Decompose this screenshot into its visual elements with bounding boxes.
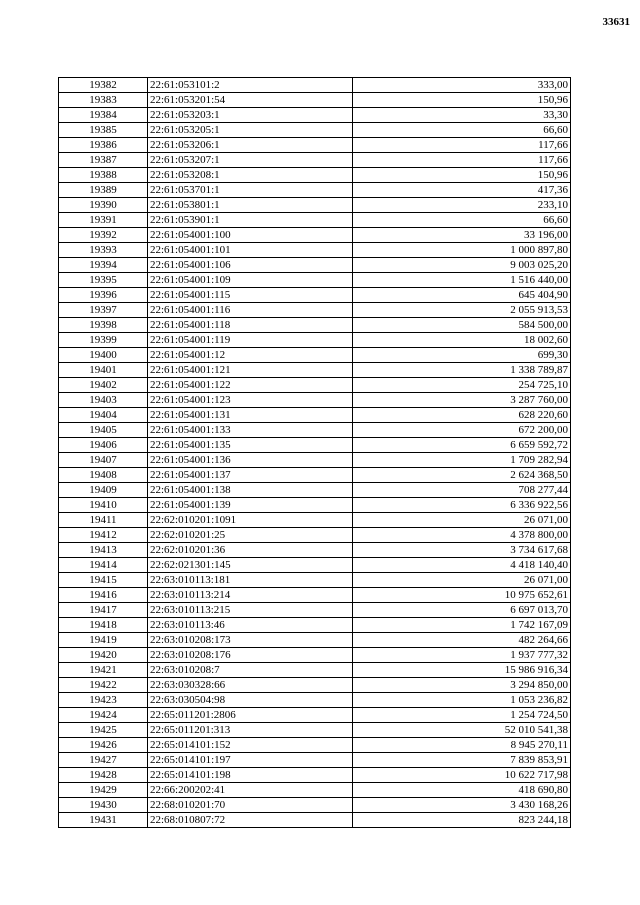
cadastral-number-cell: 22:61:054001:12 (148, 348, 353, 363)
row-number-cell: 19399 (59, 333, 148, 348)
row-number-cell: 19386 (59, 138, 148, 153)
table-row (59, 318, 571, 333)
table-row (59, 513, 571, 528)
value-cell: 1 516 440,00 (353, 273, 571, 288)
table-row (59, 183, 571, 198)
cadastral-number-cell: 22:61:054001:122 (148, 378, 353, 393)
row-number-cell: 19384 (59, 108, 148, 123)
cadastral-number-cell: 22:61:054001:138 (148, 483, 353, 498)
value-cell: 672 200,00 (353, 423, 571, 438)
value-cell: 1 937 777,32 (353, 648, 571, 663)
row-number-cell: 19403 (59, 393, 148, 408)
cadastral-number-cell: 22:68:010807:72 (148, 813, 353, 828)
cadastral-number-cell: 22:61:054001:100 (148, 228, 353, 243)
table-row (59, 168, 571, 183)
table-row (59, 138, 571, 153)
cadastral-number-cell: 22:61:053801:1 (148, 198, 353, 213)
value-cell: 417,36 (353, 183, 571, 198)
cadastral-number-cell: 22:61:054001:116 (148, 303, 353, 318)
row-number-cell: 19429 (59, 783, 148, 798)
cadastral-number-cell: 22:61:054001:118 (148, 318, 353, 333)
value-cell: 150,96 (353, 168, 571, 183)
row-number-cell: 19407 (59, 453, 148, 468)
row-number-cell: 19397 (59, 303, 148, 318)
table-row (59, 678, 571, 693)
value-cell: 584 500,00 (353, 318, 571, 333)
cadastral-number-cell: 22:61:054001:119 (148, 333, 353, 348)
value-cell: 645 404,90 (353, 288, 571, 303)
value-cell: 10 975 652,61 (353, 588, 571, 603)
table-row (59, 633, 571, 648)
row-number-cell: 19424 (59, 708, 148, 723)
cadastral-number-cell: 22:65:014101:152 (148, 738, 353, 753)
cadastral-number-cell: 22:61:053206:1 (148, 138, 353, 153)
row-number-cell: 19396 (59, 288, 148, 303)
cadastral-number-cell: 22:63:010113:214 (148, 588, 353, 603)
value-cell: 66,60 (353, 213, 571, 228)
cadastral-number-cell: 22:65:014101:197 (148, 753, 353, 768)
value-cell: 150,96 (353, 93, 571, 108)
cadastral-number-cell: 22:61:053205:1 (148, 123, 353, 138)
table-row (59, 438, 571, 453)
row-number-cell: 19409 (59, 483, 148, 498)
table-row (59, 468, 571, 483)
table-row (59, 453, 571, 468)
table-row (59, 273, 571, 288)
table-row (59, 618, 571, 633)
value-cell: 482 264,66 (353, 633, 571, 648)
table-row (59, 573, 571, 588)
row-number-cell: 19430 (59, 798, 148, 813)
value-cell: 4 378 800,00 (353, 528, 571, 543)
row-number-cell: 19401 (59, 363, 148, 378)
row-number-cell: 19420 (59, 648, 148, 663)
table-row (59, 498, 571, 513)
row-number-cell: 19411 (59, 513, 148, 528)
cadastral-number-cell: 22:62:010201:36 (148, 543, 353, 558)
value-cell: 418 690,80 (353, 783, 571, 798)
value-cell: 52 010 541,38 (353, 723, 571, 738)
table-row (59, 123, 571, 138)
row-number-cell: 19393 (59, 243, 148, 258)
table-row (59, 108, 571, 123)
table-row (59, 798, 571, 813)
cadastral-number-cell: 22:61:054001:137 (148, 468, 353, 483)
table-row (59, 363, 571, 378)
value-cell: 1 053 236,82 (353, 693, 571, 708)
table-row (59, 693, 571, 708)
cadastral-number-cell: 22:61:053901:1 (148, 213, 353, 228)
cadastral-number-cell: 22:61:054001:131 (148, 408, 353, 423)
row-number-cell: 19417 (59, 603, 148, 618)
cadastral-number-cell: 22:62:021301:145 (148, 558, 353, 573)
page-number: 33631 (602, 16, 630, 28)
table-row (59, 423, 571, 438)
cadastral-number-cell: 22:61:054001:139 (148, 498, 353, 513)
row-number-cell: 19431 (59, 813, 148, 828)
cadastral-number-cell: 22:61:053207:1 (148, 153, 353, 168)
row-number-cell: 19426 (59, 738, 148, 753)
cadastral-number-cell: 22:61:054001:101 (148, 243, 353, 258)
cadastral-number-cell: 22:61:053201:54 (148, 93, 353, 108)
cadastral-number-cell: 22:61:054001:123 (148, 393, 353, 408)
cadastral-number-cell: 22:66:200202:41 (148, 783, 353, 798)
table-row (59, 303, 571, 318)
table-row (59, 288, 571, 303)
table-row (59, 333, 571, 348)
value-cell: 6 659 592,72 (353, 438, 571, 453)
cadastral-number-cell: 22:63:010113:181 (148, 573, 353, 588)
table-row (59, 213, 571, 228)
value-cell: 254 725,10 (353, 378, 571, 393)
cadastral-number-cell: 22:61:054001:106 (148, 258, 353, 273)
row-number-cell: 19387 (59, 153, 148, 168)
row-number-cell: 19415 (59, 573, 148, 588)
row-number-cell: 19412 (59, 528, 148, 543)
cadastral-number-cell: 22:61:054001:135 (148, 438, 353, 453)
row-number-cell: 19421 (59, 663, 148, 678)
row-number-cell: 19395 (59, 273, 148, 288)
value-cell: 1 742 167,09 (353, 618, 571, 633)
cadastral-number-cell: 22:63:030328:66 (148, 678, 353, 693)
value-cell: 18 002,60 (353, 333, 571, 348)
table-row (59, 603, 571, 618)
row-number-cell: 19394 (59, 258, 148, 273)
row-number-cell: 19388 (59, 168, 148, 183)
cadastral-number-cell: 22:65:011201:2806 (148, 708, 353, 723)
row-number-cell: 19385 (59, 123, 148, 138)
table-row (59, 588, 571, 603)
cadastral-number-cell: 22:61:054001:136 (148, 453, 353, 468)
row-number-cell: 19382 (59, 78, 148, 93)
cadastral-number-cell: 22:65:014101:198 (148, 768, 353, 783)
value-cell: 6 697 013,70 (353, 603, 571, 618)
row-number-cell: 19398 (59, 318, 148, 333)
value-cell: 333,00 (353, 78, 571, 93)
table-row (59, 348, 571, 363)
value-cell: 9 003 025,20 (353, 258, 571, 273)
table-row (59, 648, 571, 663)
value-cell: 33 196,00 (353, 228, 571, 243)
row-number-cell: 19400 (59, 348, 148, 363)
table-row (59, 408, 571, 423)
cadastral-number-cell: 22:61:053101:2 (148, 78, 353, 93)
row-number-cell: 19391 (59, 213, 148, 228)
table-row (59, 78, 571, 93)
row-number-cell: 19410 (59, 498, 148, 513)
value-cell: 628 220,60 (353, 408, 571, 423)
registry-table (58, 77, 571, 828)
cadastral-number-cell: 22:63:010208:176 (148, 648, 353, 663)
row-number-cell: 19428 (59, 768, 148, 783)
table-row (59, 753, 571, 768)
row-number-cell: 19389 (59, 183, 148, 198)
value-cell: 6 336 922,56 (353, 498, 571, 513)
table-row (59, 783, 571, 798)
row-number-cell: 19425 (59, 723, 148, 738)
row-number-cell: 19423 (59, 693, 148, 708)
table-row (59, 708, 571, 723)
row-number-cell: 19413 (59, 543, 148, 558)
value-cell: 26 071,00 (353, 513, 571, 528)
value-cell: 233,10 (353, 198, 571, 213)
cadastral-number-cell: 22:61:054001:121 (148, 363, 353, 378)
cadastral-number-cell: 22:63:010208:173 (148, 633, 353, 648)
value-cell: 3 430 168,26 (353, 798, 571, 813)
cadastral-number-cell: 22:63:010113:46 (148, 618, 353, 633)
value-cell: 15 986 916,34 (353, 663, 571, 678)
value-cell: 3 294 850,00 (353, 678, 571, 693)
value-cell: 26 071,00 (353, 573, 571, 588)
cadastral-number-cell: 22:61:054001:133 (148, 423, 353, 438)
cadastral-number-cell: 22:61:053208:1 (148, 168, 353, 183)
row-number-cell: 19405 (59, 423, 148, 438)
table-row (59, 153, 571, 168)
row-number-cell: 19408 (59, 468, 148, 483)
cadastral-number-cell: 22:61:053701:1 (148, 183, 353, 198)
table-row (59, 378, 571, 393)
value-cell: 1 709 282,94 (353, 453, 571, 468)
table-row (59, 543, 571, 558)
row-number-cell: 19406 (59, 438, 148, 453)
value-cell: 3 734 617,68 (353, 543, 571, 558)
value-cell: 2 055 913,53 (353, 303, 571, 318)
row-number-cell: 19402 (59, 378, 148, 393)
table-row (59, 483, 571, 498)
value-cell: 117,66 (353, 153, 571, 168)
row-number-cell: 19419 (59, 633, 148, 648)
cadastral-number-cell: 22:62:010201:1091 (148, 513, 353, 528)
value-cell: 1 000 897,80 (353, 243, 571, 258)
value-cell: 10 622 717,98 (353, 768, 571, 783)
registry-table-body (59, 78, 571, 828)
cadastral-number-cell: 22:63:010113:215 (148, 603, 353, 618)
row-number-cell: 19422 (59, 678, 148, 693)
cadastral-number-cell: 22:65:011201:313 (148, 723, 353, 738)
table-row (59, 198, 571, 213)
value-cell: 2 624 368,50 (353, 468, 571, 483)
table-row (59, 723, 571, 738)
table-row (59, 243, 571, 258)
table-row (59, 393, 571, 408)
row-number-cell: 19414 (59, 558, 148, 573)
table-row (59, 558, 571, 573)
value-cell: 3 287 760,00 (353, 393, 571, 408)
value-cell: 699,30 (353, 348, 571, 363)
cadastral-number-cell: 22:68:010201:70 (148, 798, 353, 813)
table-row (59, 768, 571, 783)
value-cell: 823 244,18 (353, 813, 571, 828)
cadastral-number-cell: 22:63:010208:7 (148, 663, 353, 678)
row-number-cell: 19427 (59, 753, 148, 768)
table-row (59, 738, 571, 753)
cadastral-number-cell: 22:61:054001:109 (148, 273, 353, 288)
cadastral-number-cell: 22:63:030504:98 (148, 693, 353, 708)
row-number-cell: 19416 (59, 588, 148, 603)
row-number-cell: 19390 (59, 198, 148, 213)
table-row (59, 528, 571, 543)
cadastral-number-cell: 22:62:010201:25 (148, 528, 353, 543)
table-row (59, 258, 571, 273)
value-cell: 4 418 140,40 (353, 558, 571, 573)
value-cell: 708 277,44 (353, 483, 571, 498)
table-row (59, 93, 571, 108)
table-row (59, 228, 571, 243)
table-row (59, 813, 571, 828)
value-cell: 1 254 724,50 (353, 708, 571, 723)
row-number-cell: 19392 (59, 228, 148, 243)
value-cell: 8 945 270,11 (353, 738, 571, 753)
row-number-cell: 19404 (59, 408, 148, 423)
value-cell: 7 839 853,91 (353, 753, 571, 768)
value-cell: 66,60 (353, 123, 571, 138)
value-cell: 33,30 (353, 108, 571, 123)
cadastral-number-cell: 22:61:054001:115 (148, 288, 353, 303)
row-number-cell: 19418 (59, 618, 148, 633)
cadastral-number-cell: 22:61:053203:1 (148, 108, 353, 123)
value-cell: 1 338 789,87 (353, 363, 571, 378)
row-number-cell: 19383 (59, 93, 148, 108)
table-row (59, 663, 571, 678)
value-cell: 117,66 (353, 138, 571, 153)
